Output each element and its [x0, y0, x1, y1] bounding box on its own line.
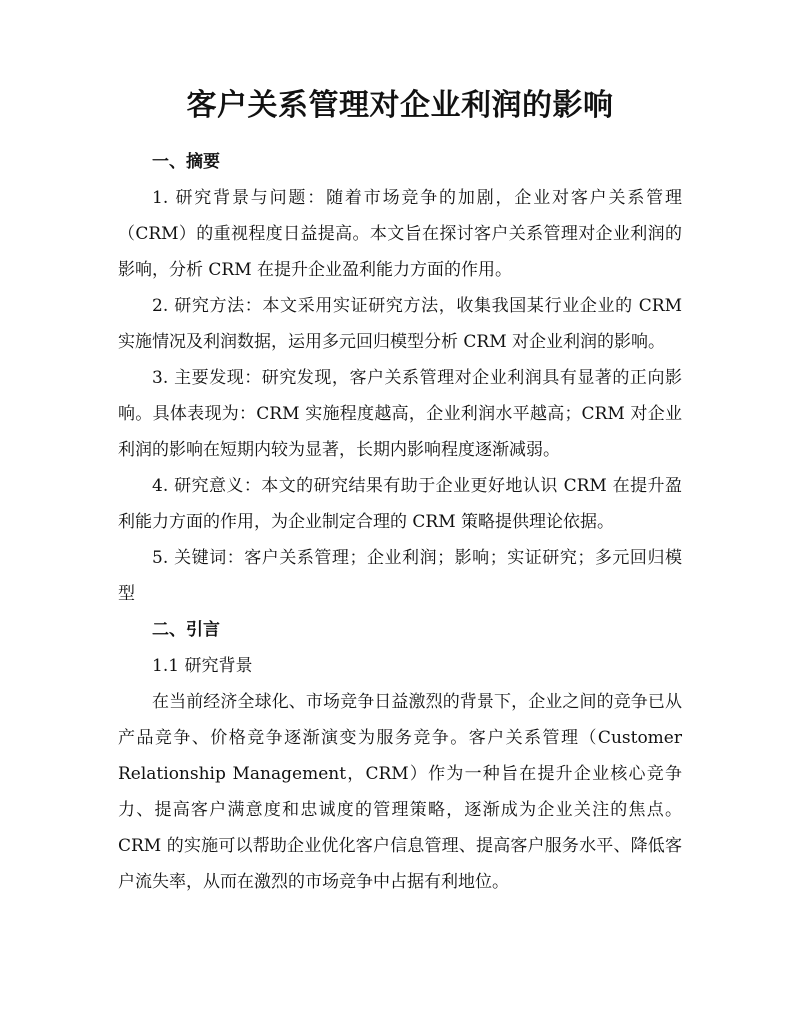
abstract-paragraph-findings: 3. 主要发现：研究发现，客户关系管理对企业利润具有显著的正向影响。具体表现为：CRM 实施程度越高，企业利润水平越高；CRM 对企业利润的影响在短期内较为显著，长期内影响程度逐渐减弱。 — [118, 368, 682, 460]
abstract-paragraph-method: 2. 研究方法：本文采用实证研究方法，收集我国某行业企业的 CRM 实施情况及利润数据，运用多元回归模型分析 CRM 对企业利润的影响。 — [118, 296, 682, 352]
document-title: 客户关系管理对企业利润的影响 — [186, 88, 614, 123]
introduction-paragraph: 在当前经济全球化、市场竞争日益激烈的背景下，企业之间的竞争已从产品竞争、价格竞争逐渐演变为服务竞争。客户关系管理（Customer Relationship Management，CRM）作为一种旨在提升企业核心竞争力、提高客户满意度和忠诚度的管理策略，逐渐成为企业关注的焦点。CRM 的实施可以帮助企业优化客户信息管理、提高客户服务水平、降低客户流失率，从而在激烈的市场竞争中占据有利地位。 — [118, 692, 682, 892]
section-heading-abstract: 一、摘要 — [152, 152, 220, 172]
abstract-paragraph-keywords: 5. 关键词：客户关系管理；企业利润；影响；实证研究；多元回归模型 — [118, 548, 682, 604]
abstract-paragraph-significance: 4. 研究意义：本文的研究结果有助于企业更好地认识 CRM 在提升盈利能力方面的作用，为企业制定合理的 CRM 策略提供理论依据。 — [118, 476, 682, 532]
abstract-paragraph-background: 1. 研究背景与问题：随着市场竞争的加剧，企业对客户关系管理（CRM）的重视程度日益提高。本文旨在探讨客户关系管理对企业利润的影响，分析 CRM 在提升企业盈利能力方面的作用。 — [118, 188, 682, 280]
section-heading-introduction: 二、引言 — [152, 620, 220, 640]
document-body — [118, 144, 682, 900]
subsection-heading-background: 1.1 研究背景 — [152, 656, 253, 676]
